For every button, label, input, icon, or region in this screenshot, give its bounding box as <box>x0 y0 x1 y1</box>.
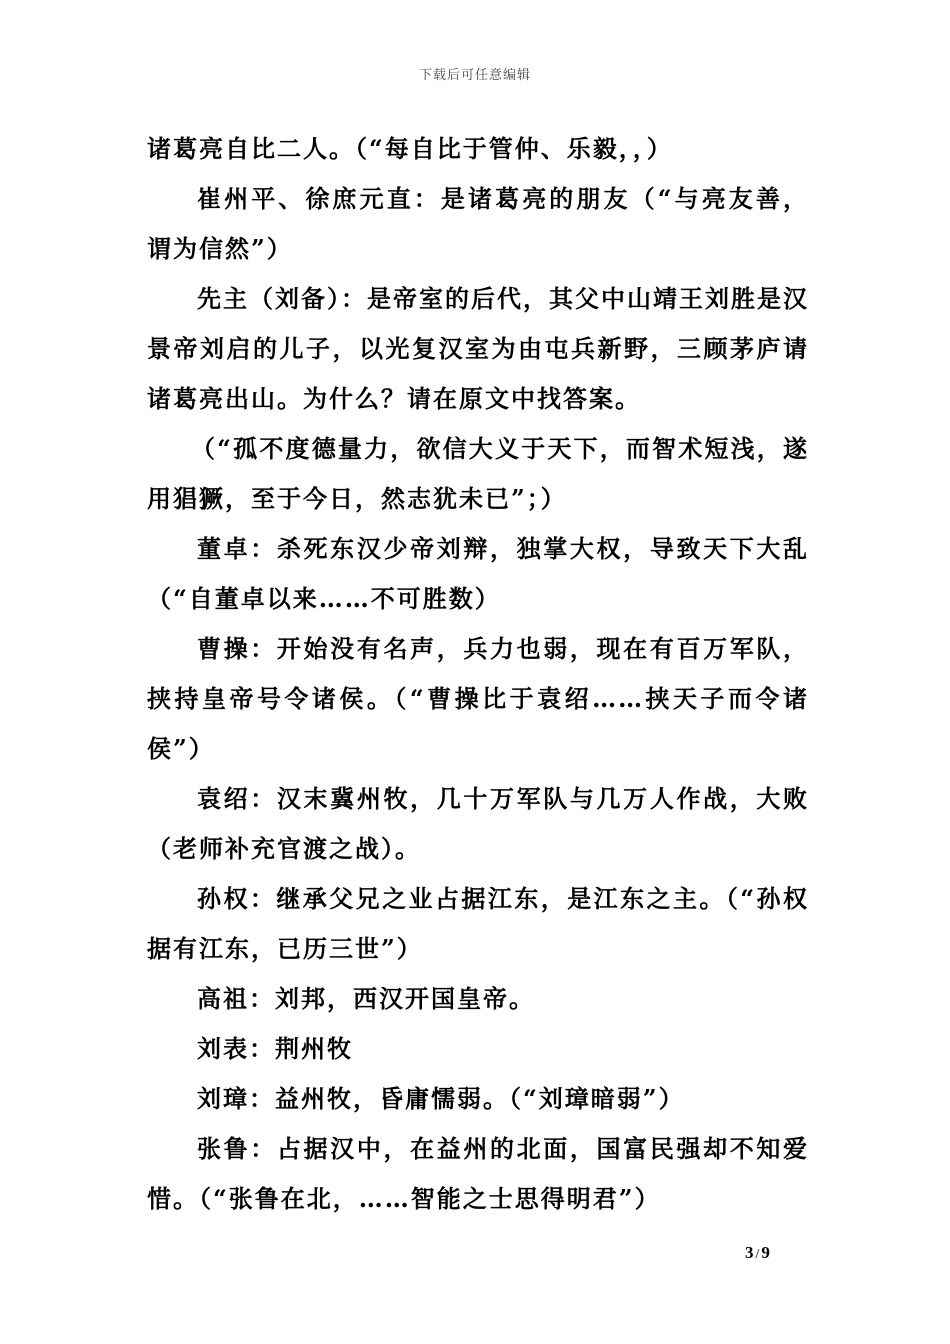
total-pages: 9 <box>761 1243 770 1262</box>
paragraph-8: 孙权：继承父兄之业占据江东，是江东之主。（“孙权据有江东，已历三世”） <box>147 884 809 963</box>
document-body <box>147 124 809 1224</box>
paragraph-10: 刘表：荆州牧 <box>197 1034 353 1063</box>
paragraph-12: 张鲁：占据汉中，在益州的北面，国富民强却不知爱惜。（“张鲁在北，……智能之士思得明君”） <box>147 1134 809 1213</box>
page-number <box>745 1243 770 1263</box>
paragraph-5: 董卓：杀死东汉少帝刘辩，独掌大权，导致天下大乱（“自董卓以来……不可胜数） <box>147 534 809 613</box>
paragraph-1: 诸葛亮自比二人。（“每自比于管仲、乐毅，，） <box>147 134 673 163</box>
page-separator: / <box>755 1247 760 1262</box>
current-page: 3 <box>745 1243 754 1262</box>
paragraph-4: （“孤不度德量力，欲信大义于天下，而智术短浅，遂用猖獗，至于今日，然志犹未已”；） <box>147 434 809 513</box>
page-header: 下载后可任意编辑 <box>418 68 531 83</box>
paragraph-6: 曹操：开始没有名声，兵力也弱，现在有百万军队，挟持皇帝号令诸侯。（“曹操比于袁绍……挟天子而令诸侯”） <box>147 634 809 763</box>
paragraph-3: 先主（刘备）：是帝室的后代，其父中山靖王刘胜是汉景帝刘启的儿子，以光复汉室为由屯兵新野，三顾茅庐请诸葛亮出山。为什么？请在原文中找答案。 <box>147 284 809 413</box>
paragraph-11: 刘璋：益州牧，昏庸懦弱。（“刘璋暗弱”） <box>197 1084 685 1113</box>
paragraph-9: 高祖：刘邦，西汉开国皇帝。 <box>197 984 535 1013</box>
paragraph-7: 袁绍：汉末冀州牧，几十万军队与几万人作战，大败（老师补充官渡之战）。 <box>147 784 809 863</box>
paragraph-2: 崔州平、徐庶元直：是诸葛亮的朋友（“与亮友善，谓为信然”） <box>147 184 809 263</box>
